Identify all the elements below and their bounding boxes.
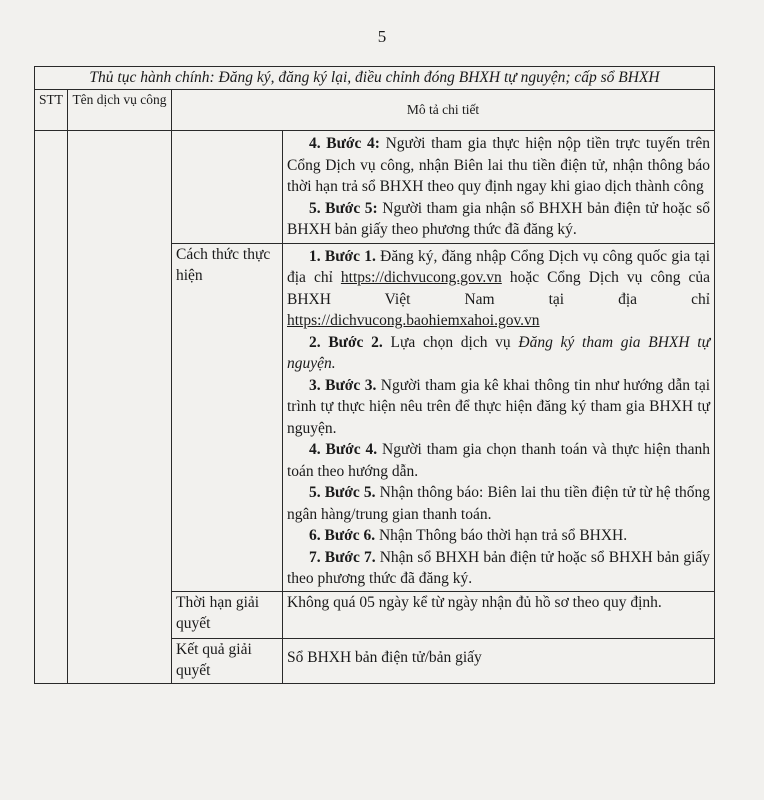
- step-label: 5. Bước 5:: [309, 199, 378, 217]
- service-name-cell: [68, 131, 172, 684]
- step-label: 5. Bước 5.: [309, 484, 376, 501]
- continued-label-cell: [172, 131, 283, 244]
- table-header-row: [35, 90, 715, 131]
- method-label: Cách thức thực hiện: [172, 243, 283, 591]
- header-description: Mô tả chi tiết: [172, 90, 715, 131]
- portal-link[interactable]: https://dichvucong.baohiemxahoi.gov.vn: [287, 312, 540, 329]
- step-text: Đăng ký, đăng nhập Cổng Dịch vụ công quốc gia tại địa chỉ: [287, 247, 711, 286]
- header-stt: STT: [35, 90, 68, 131]
- continued-steps-cell: [283, 131, 715, 244]
- step-text: Nhận thông báo: Biên lai thu tiền điện tử từ hệ thống ngân hàng/trung gian thanh toán.: [287, 484, 711, 523]
- result-value: Sổ BHXH bản điện tử/bản giấy: [283, 638, 715, 683]
- step-label: 1. Bước 1.: [309, 247, 376, 265]
- table-title-row: [35, 67, 715, 90]
- step-paragraph: [287, 133, 710, 198]
- stt-cell: [35, 131, 68, 684]
- step-label: 3. Bước 3.: [309, 376, 377, 394]
- step-text: Người tham gia kê khai thông tin như hướng dẫn tại trình tự thực hiện nêu trên để thực hiện đăng ký tham gia BHXH tự nguyện.: [287, 376, 711, 437]
- page-number: 5: [377, 27, 387, 46]
- deadline-label: Thời hạn giải quyết: [172, 591, 283, 638]
- step-label: 4. Bước 4.: [309, 441, 378, 458]
- table-row-continued-steps: [35, 131, 715, 244]
- step-text: Người tham gia nhận sổ BHXH bản điện tử hoặc sổ BHXH bản giấy theo phương thức đã đăng ký.: [287, 199, 711, 238]
- portal-link[interactable]: https://dichvucong.gov.vn: [340, 269, 502, 286]
- step-text: Người tham gia chọn thanh toán và thực hiện thanh toán theo hướng dẫn.: [287, 441, 711, 480]
- step-label: 7. Bước 7.: [309, 548, 376, 566]
- step-paragraph: [287, 547, 710, 590]
- step-paragraph: [287, 525, 710, 547]
- step-text: Lựa chọn dịch vụ: [382, 333, 519, 351]
- step-paragraph: [287, 246, 710, 332]
- step-text: Nhận Thông báo thời hạn trả sổ BHXH.: [375, 527, 628, 544]
- step-text: Nhận sổ BHXH bản điện tử hoặc sổ BHXH bản giấy theo phương thức đã đăng ký.: [287, 548, 711, 587]
- deadline-value: Không quá 05 ngày kể từ ngày nhận đủ hồ sơ theo quy định.: [283, 591, 715, 638]
- procedure-table: [34, 66, 715, 684]
- step-paragraph: [287, 375, 710, 440]
- step-label: 6. Bước 6.: [309, 527, 376, 544]
- step-label: 4. Bước 4:: [309, 135, 380, 152]
- service-name-italic: Đăng ký tham gia BHXH tự nguyện.: [287, 333, 711, 372]
- result-label: Kết quả giải quyết: [172, 638, 283, 683]
- step-paragraph: [287, 198, 710, 241]
- step-text: Người tham gia thực hiện nộp tiền trực tuyến trên Cổng Dịch vụ công, nhận Biên lai thu tiền điện tử, nhận thông báo thời hạn trả sổ BHXH theo quy định ngay khi giao dịch thành công: [287, 135, 711, 195]
- step-paragraph: [287, 482, 710, 525]
- method-steps-cell: [283, 243, 715, 591]
- step-label: 2. Bước 2.: [309, 333, 383, 351]
- step-paragraph: [287, 439, 710, 482]
- step-text: hoặc Cổng Dịch vụ công của BHXH Việt Nam tại địa chỉ: [287, 269, 711, 308]
- header-service-name: Tên dịch vụ công: [68, 90, 172, 131]
- table-title: Thủ tục hành chính: Đăng ký, đăng ký lại, điều chỉnh đóng BHXH tự nguyện; cấp sổ BHXH: [35, 67, 715, 90]
- step-paragraph: [287, 332, 710, 375]
